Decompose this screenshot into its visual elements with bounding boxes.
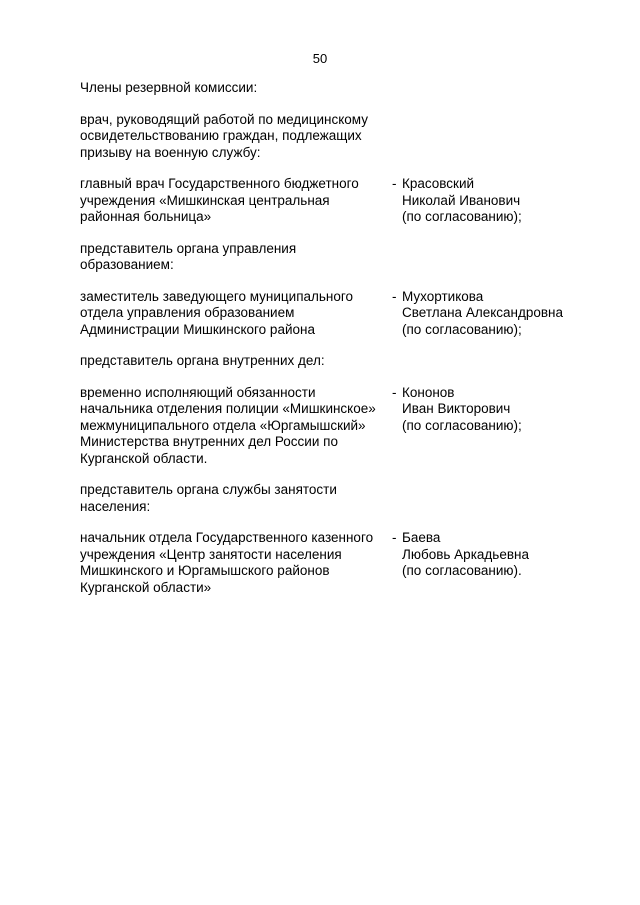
- page-number: 50: [312, 51, 328, 66]
- role-group-doctor: [80, 112, 580, 162]
- member-position: [80, 289, 392, 339]
- text-line: начальника отделения полиции «Мишкинское»: [80, 401, 376, 416]
- text-line: призыву на военную службу:: [80, 144, 261, 160]
- text-line: (по согласованию);: [402, 417, 522, 433]
- text-line: Светлана Александровна: [402, 305, 564, 320]
- text-line: Мухортикова: [402, 288, 484, 304]
- member-name: [392, 530, 580, 596]
- text-line: Баева: [402, 530, 441, 545]
- dash-separator: -: [392, 176, 397, 191]
- text-line: образованием:: [80, 257, 174, 272]
- member-name: [392, 289, 580, 339]
- member-row-baeva: [80, 530, 580, 596]
- text-line: представитель органа управления: [80, 240, 297, 256]
- member-row-mukhortikova: [80, 289, 580, 339]
- text-line: освидетельствованию граждан, подлежащих: [80, 128, 362, 143]
- text-line: представитель органа службы занятости: [80, 482, 337, 497]
- text-line: Николай Иванович: [402, 192, 521, 208]
- member-position: [80, 385, 392, 468]
- text-line: отдела управления образованием: [80, 305, 295, 320]
- text-line: Администрации Мишкинского района: [80, 321, 315, 337]
- text-line: Красовский: [402, 176, 475, 191]
- text-line: Кононов: [402, 384, 455, 400]
- member-position: [80, 530, 392, 596]
- document-body: [80, 80, 580, 611]
- text-line: Мишкинского и Юргамышского районов: [80, 563, 330, 578]
- text-line: главный врач Государственного бюджетного: [80, 176, 359, 191]
- member-name: [392, 385, 580, 468]
- text-line: учреждения «Центр занятости населения: [80, 546, 342, 562]
- text-line: заместитель заведующего муниципального: [80, 288, 354, 304]
- text-line: представитель органа внутренних дел:: [80, 353, 325, 368]
- member-position: [80, 176, 392, 226]
- text-line: Любовь Аркадьевна: [402, 546, 529, 562]
- commission-heading: [80, 80, 580, 97]
- text-line: начальник отдела Государственного казенного: [80, 530, 374, 545]
- text-line: районная больница»: [80, 209, 212, 224]
- role-group-employment: [80, 482, 580, 515]
- text-line: Министерства внутренних дел России по: [80, 434, 338, 449]
- text-line: Иван Викторович: [402, 401, 511, 416]
- heading-text: Члены резервной комиссии:: [80, 80, 258, 95]
- member-name: [392, 176, 580, 226]
- text-line: населения:: [80, 498, 151, 514]
- text-line: межмуниципального отдела «Юргамышский»: [80, 417, 366, 433]
- role-group-internal-affairs: [80, 353, 580, 370]
- member-row-kononov: [80, 385, 580, 468]
- member-row-krasovsky: [80, 176, 580, 226]
- text-line: Курганской области»: [80, 579, 212, 595]
- text-line: Курганской области.: [80, 450, 208, 466]
- text-line: (по согласованию);: [402, 209, 522, 224]
- text-line: (по согласованию).: [402, 563, 522, 578]
- dash-separator: -: [392, 384, 397, 400]
- text-line: врач, руководящий работой по медицинскому: [80, 111, 368, 127]
- dash-separator: -: [392, 530, 397, 545]
- role-group-education: [80, 241, 580, 274]
- dash-separator: -: [392, 288, 397, 304]
- text-line: учреждения «Мишкинская центральная: [80, 192, 330, 208]
- text-line: (по согласованию);: [402, 321, 522, 337]
- text-line: временно исполняющий обязанности: [80, 384, 316, 400]
